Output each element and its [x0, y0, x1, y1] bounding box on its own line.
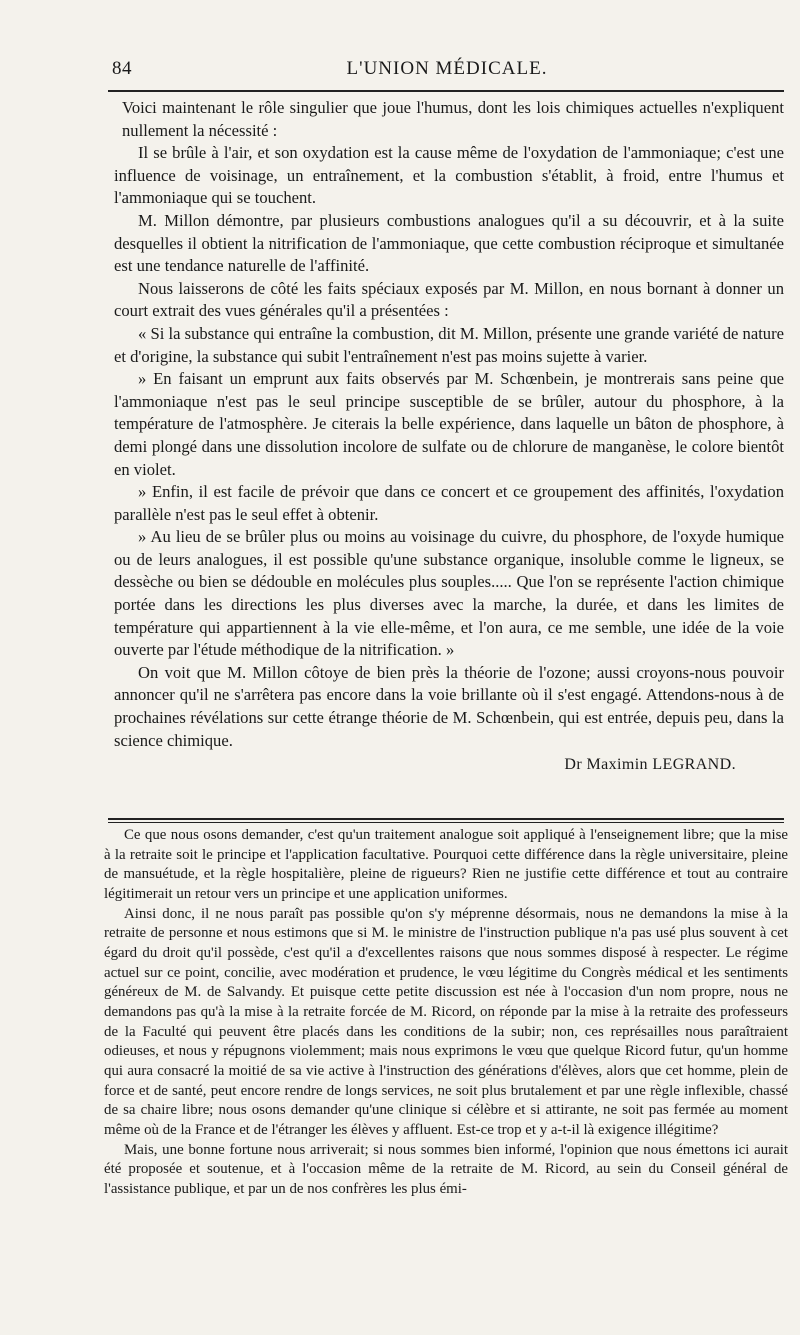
article-paragraph: » Enfin, il est facile de prévoir que dans ce concert et ce groupement des affinités, l'oxydation parallèle n'est pas le seul effet à obtenir. [114, 482, 784, 524]
continuation-paragraph: Ce que nous osons demander, c'est qu'un traitement analogue soit appliqué à l'enseignement libre; que la mise à la retraite soit le principe et l'application facultative. Pourquoi cette différence dans la règle universitaire, pleine de mansuétude, et la règle hospitalière, pleine de rigueurs? Rien ne justifie cette différence et tout au contraire légitimerait un retour vers un principe et une application uniformes. [104, 827, 788, 902]
article-body [114, 97, 784, 777]
continuation-body [104, 826, 788, 1199]
article-paragraph: » Au lieu de se brûler plus ou moins au voisinage du cuivre, du phosphore, de l'oxyde humique ou de leurs analogues, il est possible qu'une substance organique, insoluble comme le ligneux, se dessèche ou bien se dédouble en molécules plus souples..... Que l'on se représente l'action chimique portée dans les directions les plus diverses avec la marche, la durée, et dans les limites de température qui appartiennent à la vie elle-même, et l'on aura, ce me semble, une idée de la voie ouverte par l'étude méthodique de la nitrification. » [114, 527, 784, 660]
author-signature: Dr Maximin LEGRAND. [564, 756, 736, 774]
header-rule [108, 90, 784, 92]
article-paragraph: Il se brûle à l'air, et son oxydation est la cause même de l'oxydation de l'ammoniaque; c'est une influence de voisinage, un entraînement, et la combustion s'établit, à froid, entre l'humus et l'ammoniaque qui se touchent. [114, 143, 784, 208]
article-paragraph: Voici maintenant le rôle singulier que joue l'humus, dont les lois chimiques actuelles n'expliquent nullement la nécessité : [122, 98, 784, 140]
article-paragraph: » En faisant un emprunt aux faits observés par M. Schœnbein, je montrerais sans peine que l'ammoniaque n'est pas le seul principe susceptible de se brûler, autour du phosphore, à la température de l'atmosphère. Je citerais la belle expérience, dans laquelle un bâton de phosphore, à demi plongé dans une dissolution incolore de sulfate ou de chlorure de manganèse, le colore bientôt en violet. [114, 369, 784, 479]
page-number: 84 [112, 58, 132, 79]
journal-title: L'UNION MÉDICALE. [346, 58, 548, 79]
article-paragraph: M. Millon démontre, par plusieurs combustions analogues qu'il a su découvrir, et à la suite desquelles il obtient la nitrification de l'ammoniaque, que cette combustion réciproque et simultanée est une tendance naturelle de l'affinité. [114, 210, 784, 276]
continuation-paragraph: Ainsi donc, il ne nous paraît pas possible qu'on s'y méprenne désormais, nous ne demandons la mise à la retraite de personne et nous estimons que si M. le ministre de l'instruction publique n'a pas usé plus souvent à cet égard du droit qu'il possède, c'est qu'il a d'excellentes raisons que nous sommes disposé à respecter. Le régime actuel sur ce point, concilie, avec modération et prudence, le vœu légitime du Congrès médical et les sentiments généreux de M. de Salvandy. Et puisque cette petite discussion est née à l'occasion d'un nom propre, nous ne demandons pas qu'à la mise à la retraite forcée de M. Ricord, on réponde par la mise à la retraite des professeurs de la Faculté qui peuvent être placés dans les conditions de la subir; non, ces représailles nous paraîtraient odieuses, et nous y répugnons violemment; mais nous exprimons le vœu que quelque Ricord futur, qu'un homme qui aura consacré la moitié de sa vie active à l'instruction des générations d'élèves, alors que cet homme, plein de force et de santé, peut encore rendre de longs services, ne soit plus brutalement et par une règle inflexible, chassé de sa chaire libre; nous osons demander qu'une clinique si célèbre et si attirante, ne soit pas fermée au moment même où de la France et de l'étranger les élèves y affluent. Est-ce trop et y a-t-il là exigence illégitime? [104, 905, 788, 1138]
section-separator-thin [108, 822, 784, 823]
article-paragraph: Nous laisserons de côté les faits spéciaux exposés par M. Millon, en nous bornant à donner un court extrait des vues générales qu'il a présentées : [114, 278, 784, 321]
article-paragraph: « Si la substance qui entraîne la combustion, dit M. Millon, présente une grande variété de nature et d'origine, la substance qui subit l'entraînement n'est pas moins sujette à varier. [114, 323, 784, 366]
article-paragraph: On voit que M. Millon côtoye de bien près la théorie de l'ozone; aussi croyons-nous pouvoir annoncer qu'il ne s'arrêtera pas encore dans la voie brillante où il s'est engagé. Attendons-nous à de prochaines révélations sur cette étrange théorie de M. Schœnbein, qui est entrée, depuis peu, dans la science chimique. [114, 662, 784, 750]
continuation-paragraph: Mais, une bonne fortune nous arriverait; si nous sommes bien informé, l'opinion que nous émettons ici aurait été proposée et soutenue, et à l'occasion même de la retraite de M. Ricord, au sein du Conseil général de l'assistance publique, et par un de nos confrères les plus émi- [104, 1141, 788, 1197]
section-separator-thick [108, 818, 784, 820]
page-header [112, 58, 782, 88]
